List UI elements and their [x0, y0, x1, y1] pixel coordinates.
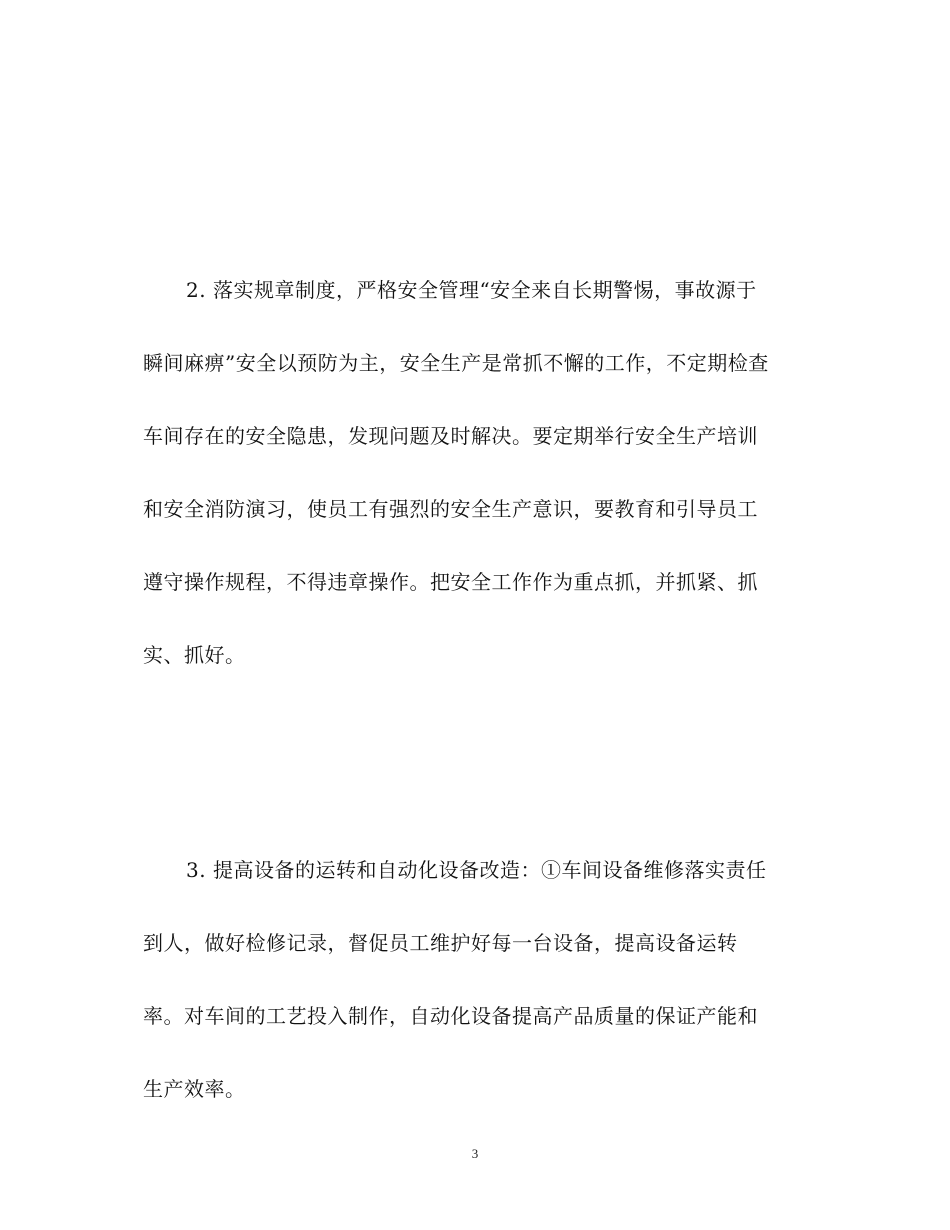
paragraph-line: 车间存在的安全隐患，发现问题及时解决。要定期举行安全生产培训	[143, 424, 758, 448]
paragraph-line: 瞬间麻痹”安全以预防为主，安全生产是常抓不懈的工作，不定期检查	[143, 351, 769, 375]
page-number: 3	[471, 1146, 479, 1161]
paragraph-line: 遵守操作规程，不得违章操作。把安全工作作为重点抓，并抓紧、抓	[143, 570, 758, 594]
paragraph-line: 3. 提高设备的运转和自动化设备改造：①车间设备维修落实责任	[186, 858, 767, 882]
paragraph-line: 2. 落实规章制度，严格安全管理“安全来自长期警惕，事故源于	[186, 278, 757, 302]
paragraph-line: 和安全消防演习，使员工有强烈的安全生产意识，要教育和引导员工	[143, 497, 758, 521]
paragraph-line: 生产效率。	[143, 1077, 246, 1101]
paragraph-line: 到人，做好检修记录，督促员工维护好每一台设备，提高设备运转	[143, 931, 738, 955]
paragraph-line: 实、抓好。	[143, 643, 246, 667]
paragraph-line: 率。对车间的工艺投入制作，自动化设备提高产品质量的保证产能和	[143, 1004, 758, 1028]
paragraph-equipment-improvement	[143, 834, 808, 1126]
paragraph-safety-management	[143, 254, 808, 692]
